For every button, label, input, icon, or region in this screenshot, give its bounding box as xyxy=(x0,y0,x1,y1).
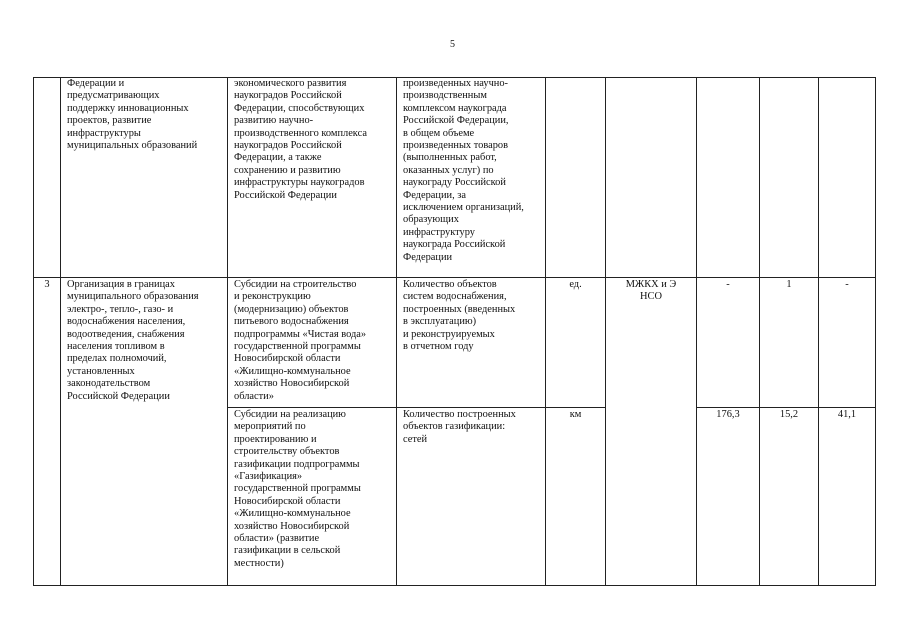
table-row xyxy=(34,78,876,278)
measure-text: Субсидии на реализацию мероприятий по проектированию и строительству объектов газификации подпрограммы «Газификация» государственной программы Новосибирской области «Жилищно-коммунальное хозяйство Новосибирской области» (развитие газификации в сельской местности) xyxy=(234,409,361,569)
value-year-2: 15,2 xyxy=(760,408,819,586)
executor-cell xyxy=(606,78,697,278)
program-table xyxy=(33,77,876,586)
value-year-3: - xyxy=(819,278,876,408)
indicator-cell xyxy=(397,78,546,278)
measure-text: Субсидии на строительство и реконструкцию (модернизацию) объектов питьевого водоснабжения подпрограммы «Чистая вода» государственной программы Новосибирской области «Жилищно-коммунальное хозяйство Новосибирской области» xyxy=(234,279,367,402)
value-year-1 xyxy=(697,78,760,278)
value-year-3: 41,1 xyxy=(819,408,876,586)
value-year-1: 176,3 xyxy=(697,408,760,586)
unit-cell xyxy=(546,78,606,278)
value-year-3 xyxy=(819,78,876,278)
indicator-text: произведенных научно- производственным комплексом наукограда Российской Федерации, в общем объеме произведенных товаров (выполненных работ, оказанных услуг) по наукограду Российской Федерации, за исключением организаций, образующих инфраструктуру наукограда Российской Федерации xyxy=(403,78,524,263)
indicator-cell xyxy=(397,408,546,586)
measure-cell xyxy=(228,78,397,278)
value-year-2 xyxy=(760,78,819,278)
row-number: 3 xyxy=(34,278,61,586)
executor-text: МЖКХ и Э НСО xyxy=(625,279,677,303)
measure-cell xyxy=(228,408,397,586)
task-name: Организация в границах муниципального образования электро-, тепло-, газо- и водоснабжения населения, водоотведения, снабжения населения топливом в пределах полномочий, установленных законодательством Российской Федерации xyxy=(67,279,199,402)
value-year-1: - xyxy=(697,278,760,408)
indicator-cell xyxy=(397,278,546,408)
row-number xyxy=(34,78,61,278)
task-name-cell xyxy=(61,278,228,586)
indicator-text: Количество построенных объектов газификации: сетей xyxy=(403,409,516,445)
table-row xyxy=(34,278,876,408)
executor-cell xyxy=(606,278,697,586)
task-name-cell xyxy=(61,78,228,278)
unit-cell: ед. xyxy=(546,278,606,408)
indicator-text: Количество объектов систем водоснабжения, построенных (введенных в эксплуатацию) и реконструируемых в отчетном году xyxy=(403,279,516,353)
task-name: Федерации и предусматривающих поддержку инновационных проектов, развитие инфраструктуры муниципальных образований xyxy=(67,78,198,152)
measure-text: экономического развития наукоградов Российской Федерации, способствующих развитию научно- производственного комплекса наукоградов Российской Федерации, а также сохранению и развитию инфраструктуры наукоградов Российской Федерации xyxy=(234,78,367,201)
measure-cell xyxy=(228,278,397,408)
unit-cell: км xyxy=(546,408,606,586)
page-number: 5 xyxy=(450,39,455,50)
value-year-2: 1 xyxy=(760,278,819,408)
